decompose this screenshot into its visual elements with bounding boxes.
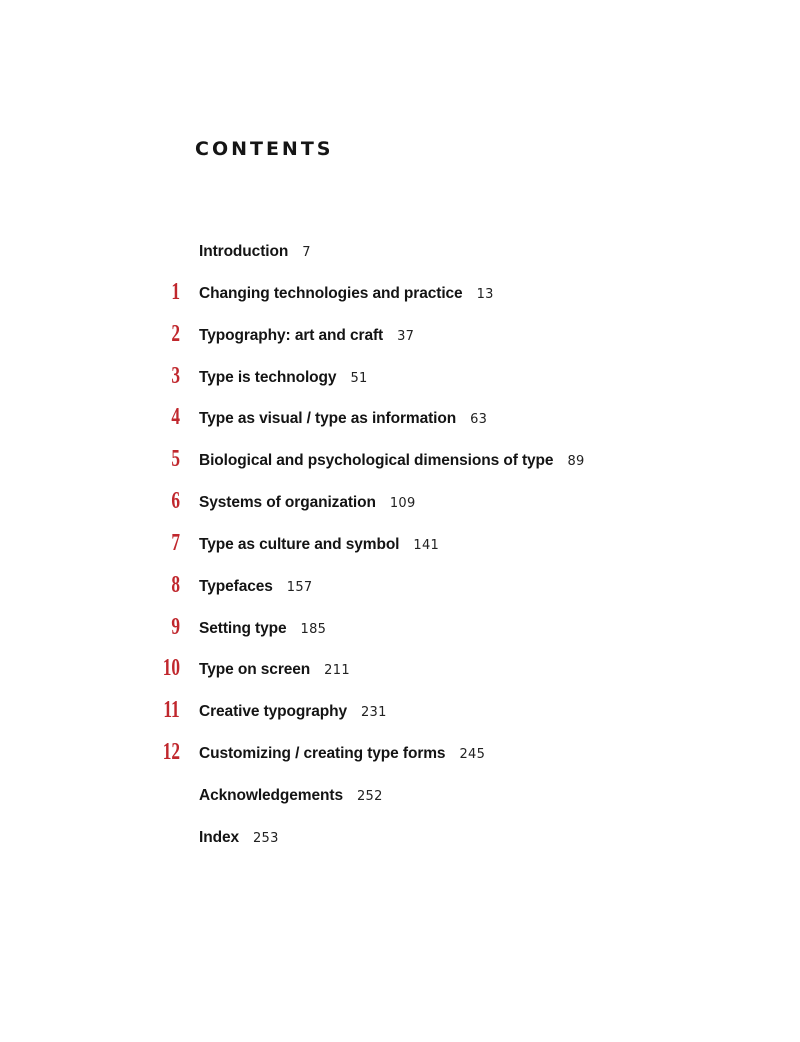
entry-page-number: 231 xyxy=(360,705,387,721)
entry-page-number: 13 xyxy=(476,286,494,302)
entry-title[interactable]: Biological and psychological dimensions of type xyxy=(199,452,554,470)
chapter-number: 10 xyxy=(162,655,180,682)
toc-entry-chapter-11[interactable] xyxy=(0,691,800,733)
toc-entry-chapter-7[interactable] xyxy=(0,524,800,566)
entry-page-number: 185 xyxy=(300,621,327,637)
entry-page-number: 157 xyxy=(286,579,313,595)
toc-entry-chapter-8[interactable] xyxy=(0,566,800,608)
toc-entry-chapter-5[interactable] xyxy=(0,440,800,482)
chapter-number: 2 xyxy=(171,320,180,347)
toc-entry-chapter-4[interactable] xyxy=(0,398,800,440)
chapter-number: 1 xyxy=(171,278,180,305)
toc-entry-chapter-12[interactable] xyxy=(0,733,800,775)
entry-title[interactable]: Typefaces xyxy=(199,577,273,595)
entry-page-number: 253 xyxy=(252,830,279,846)
entry-page-number: 141 xyxy=(413,537,440,553)
entry-title[interactable]: Creative typography xyxy=(199,703,347,721)
entry-page-number: 245 xyxy=(459,747,486,763)
entry-page-number: 51 xyxy=(350,370,368,386)
toc-entry-index[interactable] xyxy=(0,817,800,859)
entry-title[interactable]: Systems of organization xyxy=(199,494,376,512)
toc-entry-introduction[interactable] xyxy=(0,231,800,273)
entry-page-number: 252 xyxy=(356,788,383,804)
entry-page-number: 109 xyxy=(389,496,416,512)
entry-title[interactable]: Changing technologies and practice xyxy=(199,284,463,302)
toc-entry-chapter-3[interactable] xyxy=(0,357,800,399)
toc-entry-acknowledgements[interactable] xyxy=(0,775,800,817)
entry-page-number: 63 xyxy=(470,412,488,428)
toc-entry-chapter-2[interactable] xyxy=(0,315,800,357)
toc-entry-chapter-1[interactable] xyxy=(0,273,800,315)
chapter-number: 4 xyxy=(171,404,180,431)
chapter-number: 8 xyxy=(171,571,180,598)
toc-entry-chapter-6[interactable] xyxy=(0,482,800,524)
toc-entry-chapter-10[interactable] xyxy=(0,649,800,691)
chapter-number: 5 xyxy=(171,446,180,473)
entry-title[interactable]: Introduction xyxy=(199,243,289,260)
entry-page-number: 89 xyxy=(567,454,585,470)
entry-page-number: 7 xyxy=(302,245,311,260)
entry-title[interactable]: Index xyxy=(199,828,239,846)
entry-title[interactable]: Typography: art and craft xyxy=(199,326,384,344)
entry-title[interactable]: Customizing / creating type forms xyxy=(199,745,446,763)
entry-title[interactable]: Type as visual / type as information xyxy=(199,410,457,428)
chapter-number: 3 xyxy=(171,362,180,389)
entry-title[interactable]: Setting type xyxy=(199,619,287,637)
entry-title[interactable]: Type as culture and symbol xyxy=(199,535,400,553)
table-of-contents xyxy=(0,231,800,859)
chapter-number: 7 xyxy=(171,529,180,556)
page-title: CONTENTS xyxy=(195,138,334,160)
entry-page-number: 211 xyxy=(324,663,350,679)
chapter-number: 11 xyxy=(163,697,180,724)
chapter-number: 6 xyxy=(171,488,180,515)
entry-title[interactable]: Type is technology xyxy=(199,368,337,386)
entry-title[interactable]: Acknowledgements xyxy=(199,786,343,804)
entry-page-number: 37 xyxy=(397,328,415,344)
chapter-number: 9 xyxy=(171,613,180,640)
toc-entry-chapter-9[interactable] xyxy=(0,608,800,650)
chapter-number: 12 xyxy=(162,739,180,766)
entry-title[interactable]: Type on screen xyxy=(199,661,311,679)
